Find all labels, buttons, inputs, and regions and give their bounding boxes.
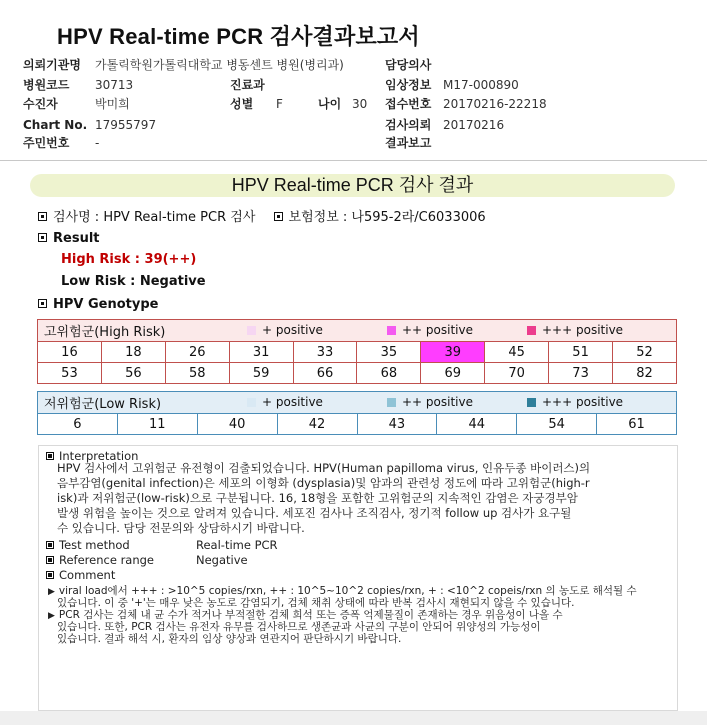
genotype-cell: 82 bbox=[613, 363, 677, 384]
chart-value: 17955797 bbox=[95, 118, 157, 132]
genotype-cell: 16 bbox=[38, 342, 102, 363]
age-value: 30 bbox=[352, 97, 368, 111]
id-value: - bbox=[95, 136, 100, 150]
genotype-cell: 45 bbox=[485, 342, 549, 363]
interp-line: 발생 위험을 높이는 것으로 알려져 있습니다. 세포진 검사나 조직검사, 정기적 follow up 검사가 요구될 bbox=[57, 506, 572, 520]
genotype-cell: 54 bbox=[517, 414, 597, 435]
dept-label: 진료과 bbox=[230, 78, 265, 92]
high-risk-row bbox=[38, 342, 677, 363]
request-value: 20170216 bbox=[443, 118, 505, 132]
genotype-cell: 59 bbox=[229, 363, 293, 384]
interp-line: isk)과 저위험군(low-risk)으로 구분됩니다. 16, 18형을 포함한 고위험군의 지속적인 감염은 자궁경부암 bbox=[57, 491, 578, 505]
clinical-label: 임상정보 bbox=[385, 78, 432, 92]
genotype-cell: 40 bbox=[197, 414, 277, 435]
receipt-label: 접수번호 bbox=[385, 97, 432, 111]
checkbox-icon bbox=[46, 541, 54, 549]
genotype-cell: 73 bbox=[549, 363, 613, 384]
genotype-cell: 26 bbox=[165, 342, 229, 363]
legend-label: + positive bbox=[262, 395, 323, 409]
genotype-cell: 53 bbox=[38, 363, 102, 384]
legend-swatch bbox=[527, 326, 536, 335]
legend-label: +++ positive bbox=[542, 395, 624, 409]
chart-label: Chart No. bbox=[23, 118, 88, 132]
genotype-cell: 51 bbox=[549, 342, 613, 363]
low-legend-2 bbox=[387, 395, 473, 409]
legend-label: +++ positive bbox=[542, 323, 624, 337]
comment-line: 있습니다. 또한, PCR 검사는 유전자 유무를 검사하므로 생존균과 사균의 구분이 안되어 위양성의 가능성이 bbox=[57, 621, 541, 633]
bullet-icon bbox=[38, 299, 47, 308]
genotype-cell: 6 bbox=[38, 414, 118, 435]
genotype-cell: 39 bbox=[421, 342, 485, 363]
interp-line: 음부감염(genital infection)은 세포의 이형화 (dysplasia)및 암과의 관련성 정도에 따라 고위험군(high-r bbox=[57, 476, 590, 490]
low-risk-label: Low Risk bbox=[61, 274, 126, 289]
genotype-cell: 44 bbox=[437, 414, 517, 435]
test-name-line bbox=[38, 210, 486, 226]
result-band-title: HPV Real-time PCR 검사 결과 bbox=[30, 174, 675, 197]
genotype-cell: 56 bbox=[101, 363, 165, 384]
high-legend-1 bbox=[247, 323, 323, 337]
low-risk-row bbox=[38, 414, 677, 435]
header-divider bbox=[0, 160, 707, 161]
request-label: 검사의뢰 bbox=[385, 118, 432, 132]
physician-label: 담당의사 bbox=[385, 58, 432, 72]
triangle-bullet-icon: ▶ bbox=[48, 611, 55, 621]
genotype-cell: 18 bbox=[101, 342, 165, 363]
high-legend-2 bbox=[387, 323, 473, 337]
genotype-cell: 68 bbox=[357, 363, 421, 384]
genotype-cell: 66 bbox=[293, 363, 357, 384]
bullet-icon bbox=[38, 233, 47, 242]
genotype-cell: 70 bbox=[485, 363, 549, 384]
genotype-cell: 11 bbox=[117, 414, 197, 435]
interpretation-heading: Interpretation bbox=[46, 450, 138, 463]
high-risk-title: 고위험군(High Risk) bbox=[44, 325, 166, 340]
low-risk-title: 저위험군(Low Risk) bbox=[44, 397, 162, 412]
legend-swatch bbox=[387, 398, 396, 407]
comment-line: ▶ viral load에서 +++ : >10^5 copies/rxn, ++ : 10^5~10^2 copies/rxn, + : <10^2 copeis/rxn 의 농도로 해석될 수 bbox=[48, 585, 637, 597]
sex-label: 성별 bbox=[230, 97, 254, 111]
result-heading-line bbox=[38, 231, 100, 247]
high-legend-3 bbox=[527, 323, 623, 337]
interp-line: HPV 검사에서 고위험군 유전형이 검출되었습니다. HPV(Human papilloma virus, 인유두종 바이러스)의 bbox=[57, 461, 591, 475]
legend-swatch bbox=[387, 326, 396, 335]
genotype-cell: 69 bbox=[421, 363, 485, 384]
low-risk-result bbox=[61, 274, 206, 290]
patient-value: 박미희 bbox=[95, 97, 130, 111]
genotype-cell: 33 bbox=[293, 342, 357, 363]
comment-line: 있습니다. 결과 해석 시, 환자의 임상 양상과 연관지어 판단하시기 바랍니다. bbox=[57, 633, 402, 645]
genotype-cell: 61 bbox=[597, 414, 677, 435]
comment-line: ▶ PCR 검사는 검체 내 균 수가 적거나 부적절한 검체 희석 또는 증폭 억제물질이 존재하는 경우 위음성이 나올 수 bbox=[48, 609, 563, 621]
checkbox-icon bbox=[46, 556, 54, 564]
low-legend-1 bbox=[247, 395, 323, 409]
genotype-cell: 35 bbox=[357, 342, 421, 363]
receipt-value: 20170216-22218 bbox=[443, 97, 547, 111]
checkbox-icon bbox=[46, 571, 54, 579]
legend-swatch bbox=[527, 398, 536, 407]
high-risk-row bbox=[38, 363, 677, 384]
result-heading: Result bbox=[53, 231, 100, 246]
bullet-icon bbox=[274, 212, 283, 221]
interp-line: 수 있습니다. 담당 전문의와 상담하시기 바랍니다. bbox=[57, 521, 305, 535]
hospital-code-label: 병원코드 bbox=[23, 78, 70, 92]
low-risk-value: : Negative bbox=[130, 274, 206, 289]
genotype-cell: 31 bbox=[229, 342, 293, 363]
id-label: 주민번호 bbox=[23, 136, 70, 150]
test-method-row: Test method bbox=[46, 539, 130, 552]
genotype-heading: HPV Genotype bbox=[53, 297, 159, 312]
result-report-label: 결과보고 bbox=[385, 136, 432, 150]
report-title: HPV Real-time PCR 검사결과보고서 bbox=[57, 24, 420, 49]
hospital-code-value: 30713 bbox=[95, 78, 134, 92]
genotype-heading-line bbox=[38, 297, 158, 313]
genotype-cell: 58 bbox=[165, 363, 229, 384]
reference-range-row: Reference range bbox=[46, 554, 154, 567]
comment-line: 있습니다. 이 중 '+'는 매우 낮은 농도로 감염되기, 검체 채취 상태에 따라 반복 검사시 재현되지 않을 수 있습니다. bbox=[57, 597, 575, 609]
institution-label: 의뢰기관명 bbox=[23, 58, 81, 72]
legend-swatch bbox=[247, 398, 256, 407]
low-legend-3 bbox=[527, 395, 623, 409]
genotype-cell: 42 bbox=[277, 414, 357, 435]
sex-value: F bbox=[276, 97, 283, 111]
genotype-cell: 43 bbox=[357, 414, 437, 435]
legend-label: ++ positive bbox=[402, 323, 473, 337]
clinical-value: M17-000890 bbox=[443, 78, 519, 92]
legend-swatch bbox=[247, 326, 256, 335]
age-label: 나이 bbox=[318, 97, 342, 111]
test-method-value: Real-time PCR bbox=[196, 538, 278, 552]
high-risk-result: High Risk : 39(++) bbox=[61, 252, 197, 267]
checkbox-icon bbox=[46, 452, 54, 460]
reference-range-value: Negative bbox=[196, 553, 248, 567]
comment-heading: Comment bbox=[46, 569, 115, 582]
legend-label: ++ positive bbox=[402, 395, 473, 409]
institution-value: 가톨릭학원가톨릭대학교 병동센트 병원(병리과) bbox=[95, 58, 344, 72]
test-name: 검사명 : HPV Real-time PCR 검사 bbox=[53, 210, 256, 225]
legend-label: + positive bbox=[262, 323, 323, 337]
bullet-icon bbox=[38, 212, 47, 221]
insurance-info: 보험정보 : 나595-2라/C6033006 bbox=[288, 210, 486, 225]
patient-label: 수진자 bbox=[23, 97, 58, 111]
genotype-cell: 52 bbox=[613, 342, 677, 363]
bottom-bar bbox=[0, 711, 707, 725]
triangle-bullet-icon: ▶ bbox=[48, 587, 55, 597]
